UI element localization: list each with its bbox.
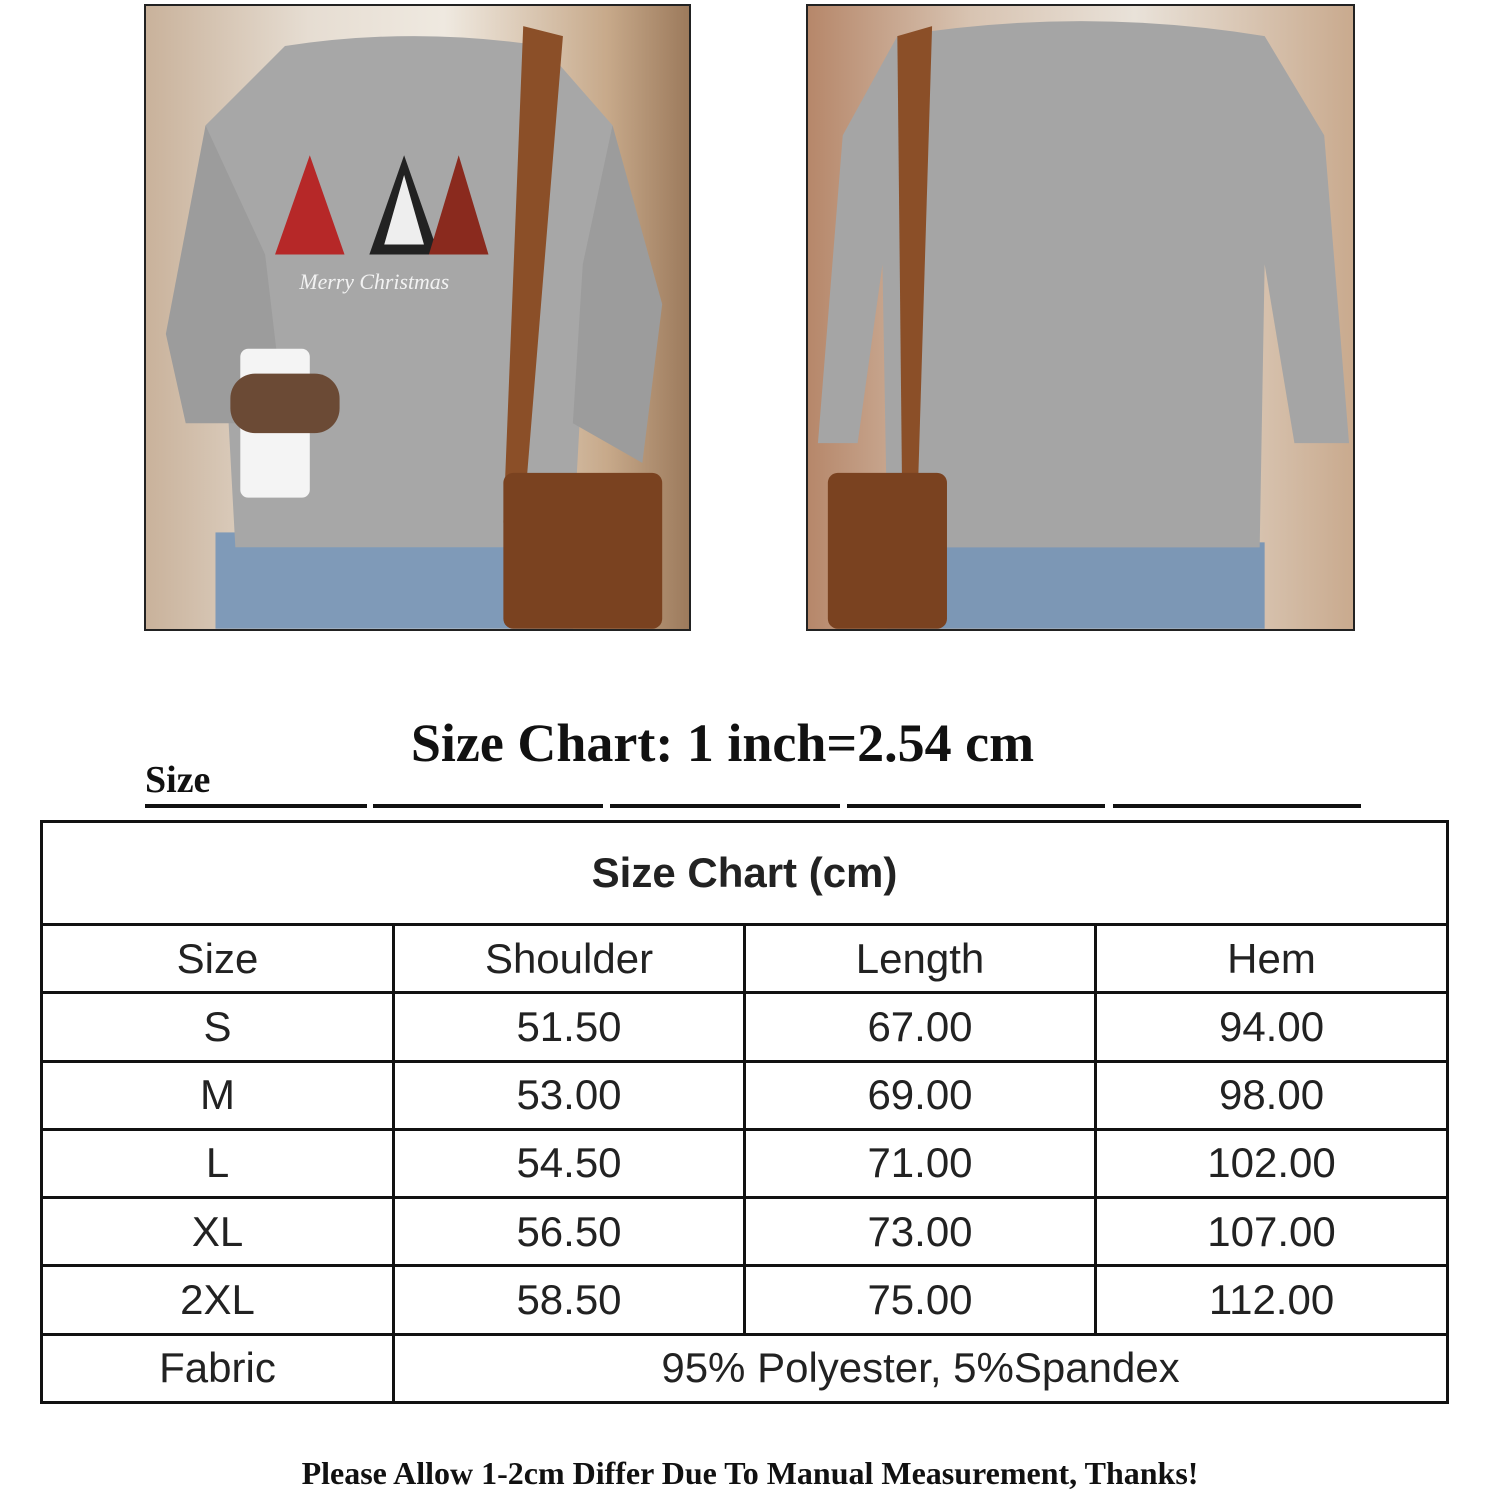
- shirt-print-text: Merry Christmas: [299, 270, 450, 295]
- front-view-illustration: [146, 6, 689, 629]
- table-row: [42, 1129, 1448, 1197]
- table-cell: 75.00: [745, 1266, 1096, 1334]
- table-row: [42, 1061, 1448, 1129]
- table-cell: 102.00: [1096, 1129, 1448, 1197]
- table-cell: XL: [42, 1198, 394, 1266]
- table-cell: 58.50: [394, 1266, 745, 1334]
- table-cell: 112.00: [1096, 1266, 1448, 1334]
- table-header-row: [42, 925, 1448, 993]
- table-cell: 98.00: [1096, 1061, 1448, 1129]
- fabric-row: [42, 1334, 1448, 1402]
- fabric-value: 95% Polyester, 5%Spandex: [394, 1334, 1448, 1402]
- size-chart-table: [40, 820, 1449, 1404]
- table-cell: M: [42, 1061, 394, 1129]
- table-cell: 67.00: [745, 993, 1096, 1061]
- table-cell: 107.00: [1096, 1198, 1448, 1266]
- size-label: Size: [145, 759, 211, 801]
- table-title-row: [42, 822, 1448, 925]
- size-chart-heading: Size Chart: 1 inch=2.54 cm: [410, 713, 1035, 773]
- back-view-illustration: [808, 6, 1353, 629]
- table-cell: 94.00: [1096, 993, 1448, 1061]
- product-photo-back: [806, 4, 1355, 631]
- table-cell: 51.50: [394, 993, 745, 1061]
- table-cell: 2XL: [42, 1266, 394, 1334]
- table-cell: L: [42, 1129, 394, 1197]
- table-cell: 56.50: [394, 1198, 745, 1266]
- table-cell: 71.00: [745, 1129, 1096, 1197]
- table-cell: 69.00: [745, 1061, 1096, 1129]
- table-cell: 53.00: [394, 1061, 745, 1129]
- column-header: Hem: [1096, 925, 1448, 993]
- divider-line: [1113, 804, 1361, 808]
- table-title: Size Chart (cm): [42, 822, 1448, 925]
- fabric-label: Fabric: [42, 1334, 394, 1402]
- table-row: [42, 993, 1448, 1061]
- table-cell: 73.00: [745, 1198, 1096, 1266]
- table-row: [42, 1198, 1448, 1266]
- divider-line: [373, 804, 603, 808]
- divider-line: [145, 804, 367, 808]
- table-row: [42, 1266, 1448, 1334]
- divider-line: [847, 804, 1105, 808]
- table-cell: 54.50: [394, 1129, 745, 1197]
- column-header: Length: [745, 925, 1096, 993]
- column-header: Size: [42, 925, 394, 993]
- table-cell: S: [42, 993, 394, 1061]
- measurement-note: Please Allow 1-2cm Differ Due To Manual Measurement, Thanks!: [301, 1455, 1199, 1491]
- divider-line: [610, 804, 840, 808]
- product-photo-front: [144, 4, 691, 631]
- column-header: Shoulder: [394, 925, 745, 993]
